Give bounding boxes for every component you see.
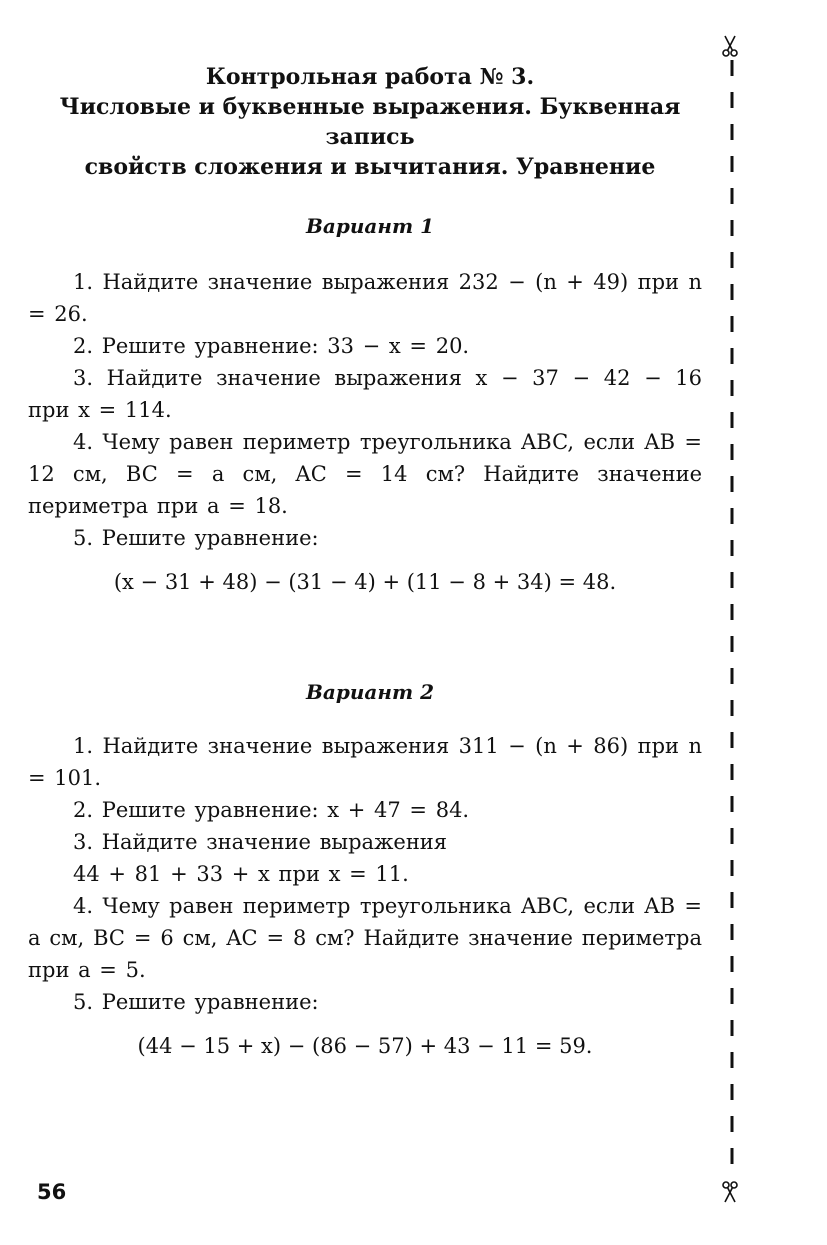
variant-1-equation: (x − 31 + 48) − (31 − 4) + (11 − 8 + 34) = 48. — [113, 570, 617, 594]
scissors-icon — [718, 34, 742, 58]
variant-2-task-4: 4. Чему равен периметр треугольника ABC, если AB = a см, BC = 6 см, AC = 8 см? Найдите значение периметра при a = 5. — [28, 894, 702, 982]
scissors-icon — [718, 1180, 742, 1204]
dashed-cut-line — [725, 60, 739, 1180]
variant-2-tasks — [28, 730, 702, 1062]
variant-1-heading: Вариант 1 — [306, 214, 434, 238]
title-line-1: Контрольная работа № 3. — [205, 64, 535, 90]
title-line-2: Числовые и буквенные выражения. Буквенная запись — [59, 94, 681, 150]
variant-1-task-2: 2. Решите уравнение: 33 − x = 20. — [73, 334, 470, 358]
variant-2-heading: Вариант 2 — [306, 680, 434, 704]
variant-1-task-3: 3. Найдите значение выражения x − 37 − 42 − 16 при x = 114. — [28, 366, 702, 422]
variant-1-task-4: 4. Чему равен периметр треугольника ABC, если AB = 12 см, BC = a см, AC = 14 см? Найдите значение периметра при a = 18. — [28, 430, 702, 518]
variant-1-task-1: 1. Найдите значение выражения 232 − (n + 49) при n = 26. — [28, 270, 702, 326]
variant-2-task-5: 5. Решите уравнение: — [73, 990, 319, 1014]
variant-2-task-1: 1. Найдите значение выражения 311 − (n + 86) при n = 101. — [28, 734, 702, 790]
variant-2-equation: (44 − 15 + x) − (86 − 57) + 43 − 11 = 59. — [137, 1034, 593, 1058]
page-title — [30, 62, 710, 182]
variant-2-task-3a: 3. Найдите значение выражения — [73, 830, 448, 854]
title-line-3: свойств сложения и вычитания. Уравнение — [84, 154, 656, 180]
variant-2-task-3b: 44 + 81 + 33 + x при x = 11. — [73, 862, 409, 886]
variant-1-tasks — [28, 266, 702, 598]
variant-2-task-2: 2. Решите уравнение: x + 47 = 84. — [73, 798, 470, 822]
page-number: 56 — [37, 1180, 67, 1204]
variant-1-task-5: 5. Решите уравнение: — [73, 526, 319, 550]
